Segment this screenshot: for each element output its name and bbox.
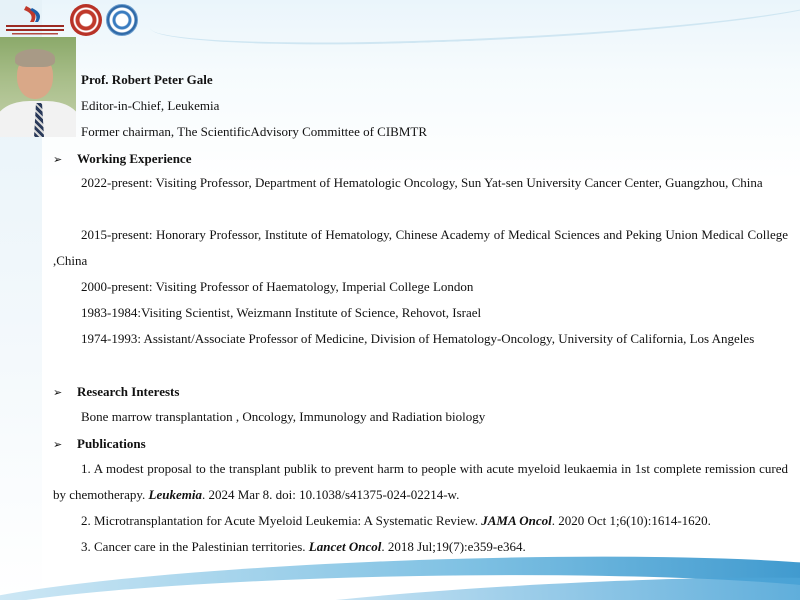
experience-item: 2015-present: Honorary Professor, Institute of Hematology, Chinese Academy of Medical Sciences and Peking Union Medical College ,China <box>53 227 788 268</box>
publication-item: 2. Microtransplantation for Acute Myeloid Leukemia: A Systematic Review. JAMA Oncol. 2020 Oct 1;6(10):1614-1620. <box>81 513 711 528</box>
experience-item: 2022-present: Visiting Professor, Department of Hematologic Oncology, Sun Yat-sen University Cancer Center, Guangzhou, China <box>81 175 763 190</box>
arrowhead-bullet-icon: ➢ <box>53 387 63 399</box>
journal-name: Leukemia <box>148 487 202 502</box>
research-interests-text: Bone marrow transplantation , Oncology, Immunology and Radiation biology <box>81 409 486 424</box>
experience-item: 1974-1993: Assistant/Associate Professor of Medicine, Division of Hematology-Oncology, University of California, Los Angeles <box>81 331 755 346</box>
experience-item: 1983-1984:Visiting Scientist, Weizmann Institute of Science, Rehovot, Israel <box>81 305 482 320</box>
publication-item: 1. A modest proposal to the transplant publik to prevent harm to people with acute myeloid leukaemia in 1st complete remission cured by chemotherapy. Leukemia. 2024 Mar 8. doi: 10.1038/s41375-024-02214-w. <box>53 461 788 502</box>
profile-role-editor: Editor-in-Chief, Leukemia <box>81 98 220 113</box>
profile-role-chairman: Former chairman, The ScientificAdvisory Committee of CIBMTR <box>81 124 428 139</box>
arrowhead-bullet-icon: ➢ <box>53 154 63 166</box>
publication-item: 3. Cancer care in the Palestinian territories. Lancet Oncol. 2018 Jul;19(7):e359-e364. <box>81 539 526 554</box>
journal-name: Lancet Oncol <box>308 539 382 554</box>
section-heading-research: ➢ Research Interests <box>53 383 179 402</box>
journal-name: JAMA Oncol <box>481 513 552 528</box>
profile-name: Prof. Robert Peter Gale <box>81 72 213 87</box>
experience-item: 2000-present: Visiting Professor of Haematology, Imperial College London <box>81 279 474 294</box>
section-heading-experience: ➢ Working Experience <box>53 150 191 169</box>
arrowhead-bullet-icon: ➢ <box>53 439 63 451</box>
section-heading-publications: ➢ Publications <box>53 435 146 454</box>
